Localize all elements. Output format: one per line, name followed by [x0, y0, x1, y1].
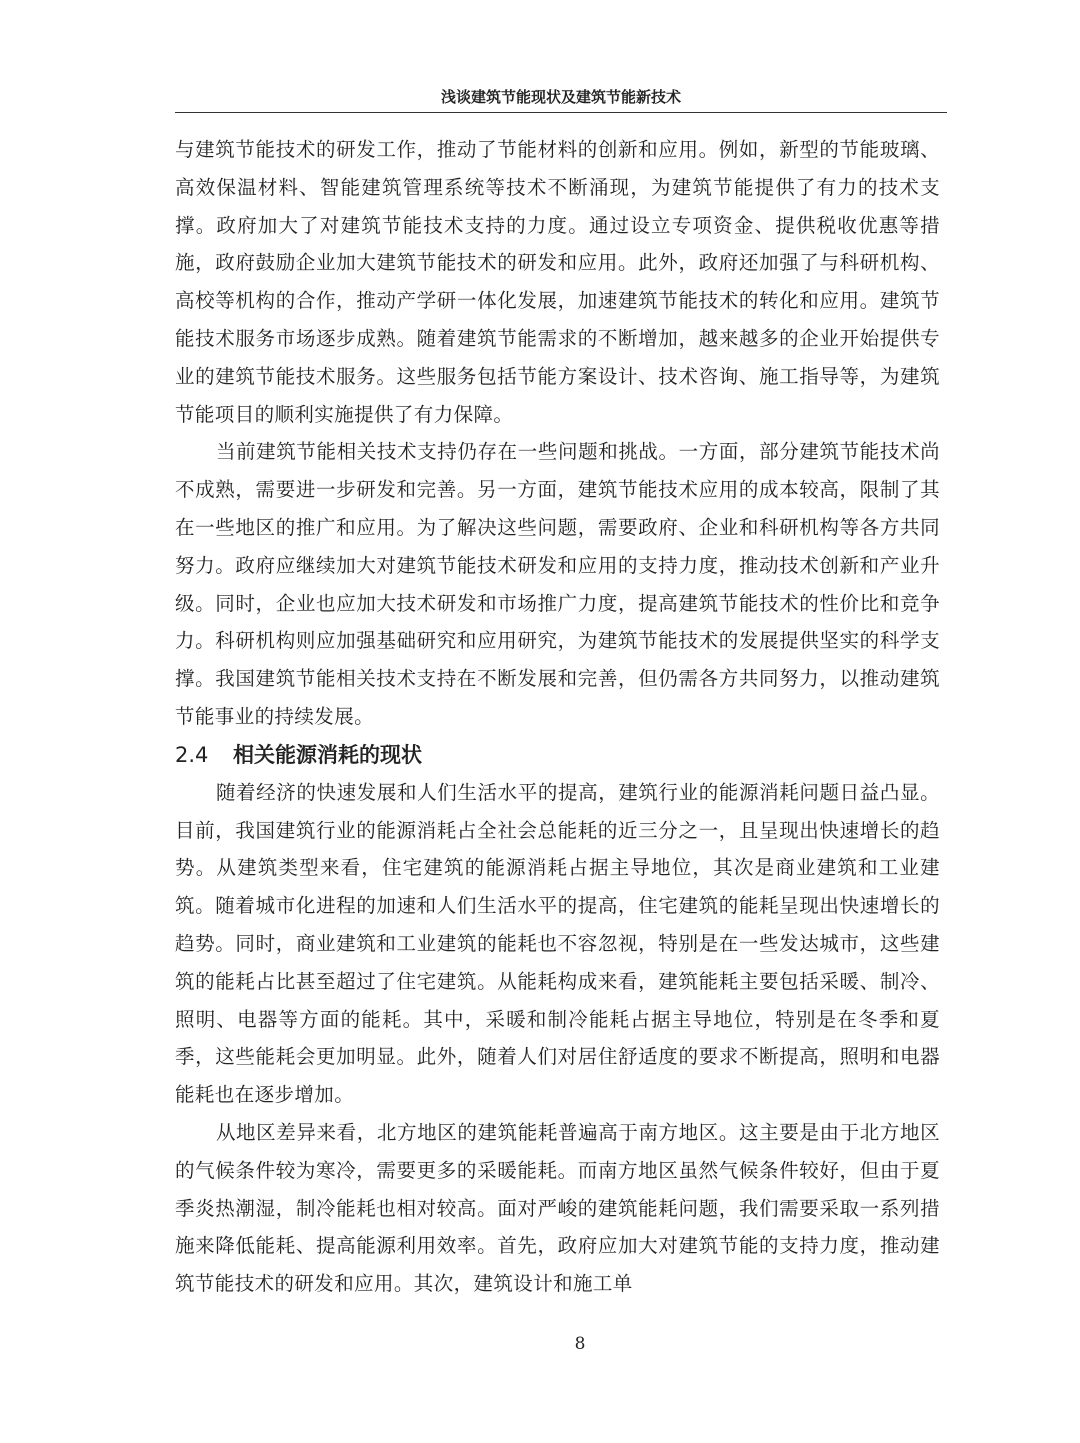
page-number: 8: [574, 1334, 586, 1354]
body-paragraph-3: 随着经济的快速发展和人们生活水平的提高，建筑行业的能源消耗问题日益凸显。目前，我国建筑行业的能源消耗占全社会总能耗的近三分之一，且呈现出快速增长的趋势。从建筑类型来看，住宅建筑的能源消耗占据主导地位，其次是商业建筑和工业建筑。随着城市化进程的加速和人们生活水平的提高，住宅建筑的能耗呈现出快速增长的趋势。同时，商业建筑和工业建筑的能耗也不容忽视，特别是在一些发达城市，这些建筑的能耗占比甚至超过了住宅建筑。从能耗构成来看，建筑能耗主要包括采暖、制冷、照明、电器等方面的能耗。其中，采暖和制冷能耗占据主导地位，特别是在冬季和夏季，这些能耗会更加明显。此外，随着人们对居住舒适度的要求不断提高，照明和电器能耗也在逐步增加。: [175, 780, 940, 1107]
section-heading: [175, 736, 940, 774]
page-body: [175, 131, 940, 1303]
section-title: 相关能源消耗的现状: [233, 742, 422, 767]
body-paragraph-2: 当前建筑节能相关技术支持仍存在一些问题和挑战。一方面，部分建筑节能技术尚不成熟，需要进一步研发和完善。另一方面，建筑节能技术应用的成本较高，限制了其在一些地区的推广和应用。为了解决这些问题，需要政府、企业和科研机构等各方共同努力。政府应继续加大对建筑节能技术研发和应用的支持力度，推动技术创新和产业升级。同时，企业也应加大技术研发和市场推广力度，提高建筑节能技术的性价比和竞争力。科研机构则应加强基础研究和应用研究，为建筑节能技术的发展提供坚实的科学支撑。我国建筑节能相关技术支持在不断发展和完善，但仍需各方共同努力，以推动建筑节能事业的持续发展。: [175, 440, 940, 728]
body-paragraph-1: 与建筑节能技术的研发工作，推动了节能材料的创新和应用。例如，新型的节能玻璃、高效保温材料、智能建筑管理系统等技术不断涌现，为建筑节能提供了有力的技术支撑。政府加大了对建筑节能技术支持的力度。通过设立专项资金、提供税收优惠等措施，政府鼓励企业加大建筑节能技术的研发和应用。此外，政府还加强了与科研机构、高校等机构的合作，推动产学研一体化发展，加速建筑节能技术的转化和应用。建筑节能技术服务市场逐步成熟。随着建筑节能需求的不断增加，越来越多的企业开始提供专业的建筑节能技术服务。这些服务包括节能方案设计、技术咨询、施工指导等，为建筑节能项目的顺利实施提供了有力保障。: [175, 138, 940, 426]
body-paragraph-4: 从地区差异来看，北方地区的建筑能耗普遍高于南方地区。这主要是由于北方地区的气候条件较为寒冷，需要更多的采暖能耗。而南方地区虽然气候条件较好，但由于夏季炎热潮湿，制冷能耗也相对较高。面对严峻的建筑能耗问题，我们需要采取一系列措施来降低能耗、提高能源利用效率。首先，政府应加大对建筑节能的支持力度，推动建筑节能技术的研发和应用。其次，建筑设计和施工单: [175, 1120, 940, 1296]
section-number: 2.4: [175, 742, 209, 767]
header-divider: [175, 112, 947, 113]
running-header: 浅谈建筑节能现状及建筑节能新技术: [440, 88, 681, 106]
